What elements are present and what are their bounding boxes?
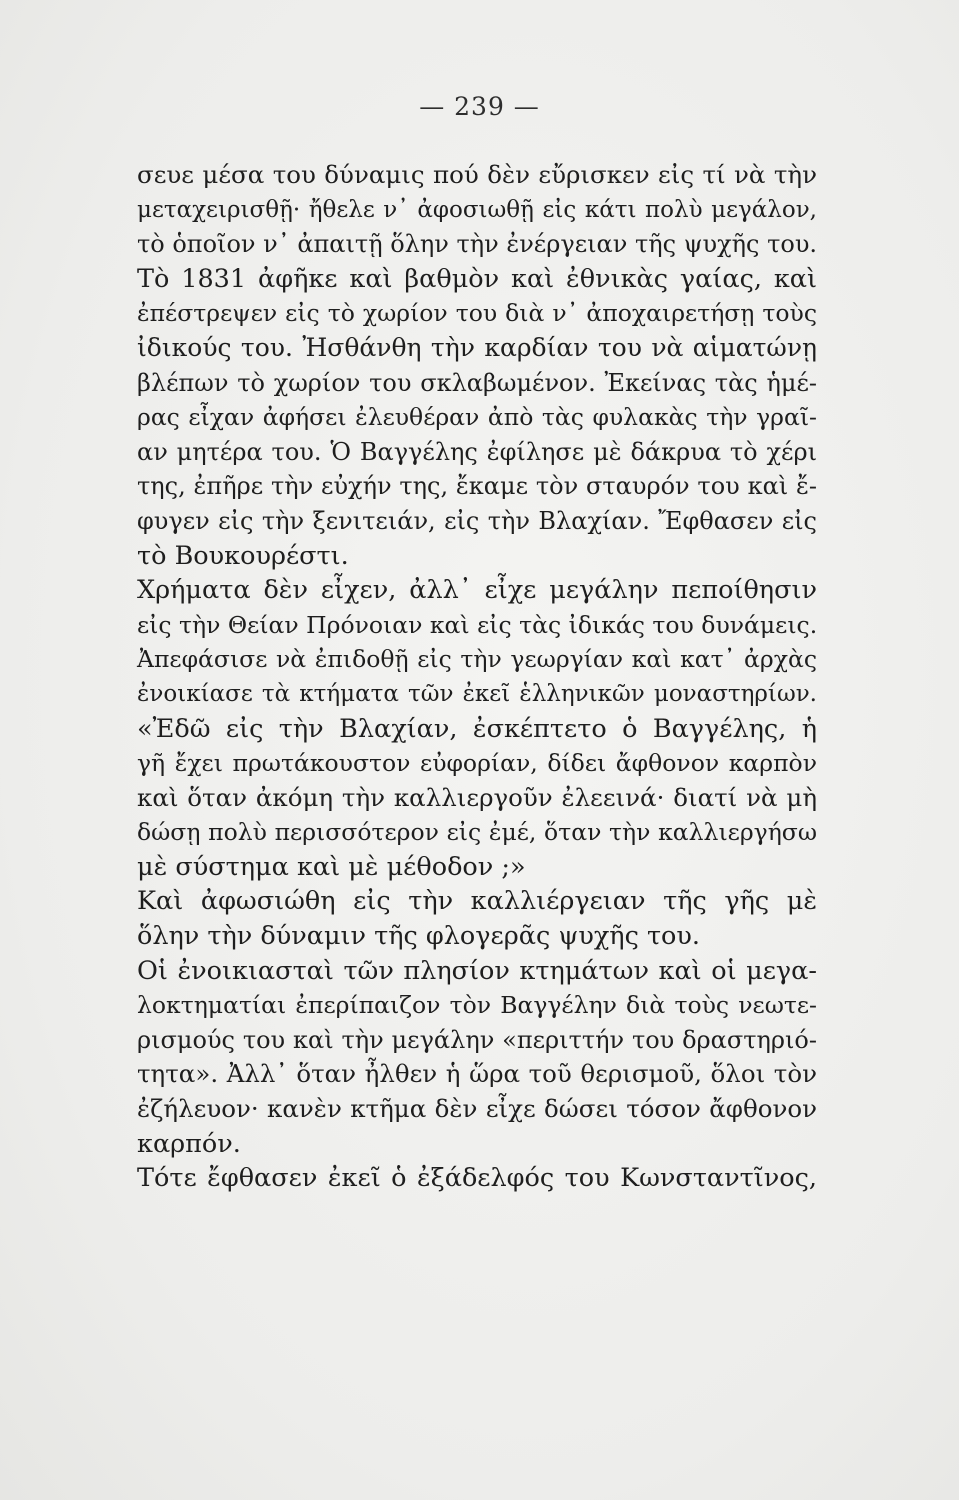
text-line: μεταχειρισθῇ· ἤθελε ν᾽ ἀφοσιωθῇ εἰς κάτι πολὺ μεγάλον, <box>137 196 817 223</box>
text-line: καρπόν. <box>137 1128 241 1159</box>
text-line: ἐπέστρεψεν εἰς τὸ χωρίον του διὰ ν᾽ ἀποχαιρετήσῃ τοὺς <box>137 299 817 328</box>
text-line: τὸ Βουκουρέστι. <box>137 540 349 571</box>
body-text <box>137 158 817 1196</box>
text-line: Ἀπεφάσισε νὰ ἐπιδοθῇ εἰς τὴν γεωργίαν καὶ κατ᾽ ἀρχὰς <box>137 645 817 674</box>
text-line: Τότε ἔφθασεν ἐκεῖ ὁ ἐξάδελφός του Κωνσταντῖνος, <box>137 1163 817 1194</box>
text-line: μὲ σύστημα καὶ μὲ μέθοδον ;» <box>137 851 526 882</box>
text-line: σευε μέσα του δύναμις πού δὲν εὔρισκεν εἰς τί νὰ τὴν <box>137 160 817 189</box>
text-line: τὸ ὁποῖον ν᾽ ἀπαιτῇ ὅλην τὴν ἐνέργειαν τῆς ψυχῆς του. <box>137 230 818 259</box>
page-number: — 239 — <box>419 92 540 121</box>
text-line: ρισμούς του καὶ τὴν μεγάλην «περιττήν του δραστηριό- <box>137 1025 817 1054</box>
text-line: εἰς τὴν Θείαν Πρόνοιαν καὶ εἰς τὰς ἰδικάς του δυνάμεις. <box>137 610 818 639</box>
text-line: ἰδικούς του. Ἠσθάνθη τὴν καρδίαν του νὰ αἱματώνῃ <box>137 332 817 362</box>
text-line: βλέπων τὸ χωρίον του σκλαβωμένον. Ἐκείνας τὰς ἡμέ- <box>137 368 817 397</box>
text-line: ρας εἶχαν ἀφήσει ἐλευθέραν ἀπὸ τὰς φυλακὰς τὴν γραῖ- <box>137 403 817 432</box>
text-line: Οἱ ἐνοικιασταὶ τῶν πλησίον κτημάτων καὶ οἱ μεγα- <box>137 955 817 986</box>
text-line: ἐνοικίασε τὰ κτήματα τῶν ἐκεῖ ἑλληνικῶν μοναστηρίων. <box>137 680 817 707</box>
text-line: καὶ ὅταν ἀκόμη τὴν καλλιεργοῦν ἐλεεινά· διατί νὰ μὴ <box>137 782 817 812</box>
text-line: λοκτηματίαι ἐπερίπαιζον τὸν Βαγγέλην διὰ τοὺς νεωτε- <box>137 991 817 1020</box>
text-line: «Ἐδῶ εἰς τὴν Βλαχίαν, ἐσκέπτετο ὁ Βαγγέλης, ἡ <box>137 713 817 744</box>
text-line: της, ἐπῆρε τὴν εὐχήν της, ἔκαμε τὸν σταυρόν του καὶ ἔ- <box>137 472 817 501</box>
text-line: ἐζήλευον· κανὲν κτῆμα δὲν εἶχε δώσει τόσον ἄφθονον <box>137 1094 817 1124</box>
text-line: ὅλην τὴν δύναμιν τῆς φλογερᾶς ψυχῆς του. <box>137 921 701 952</box>
text-line: τητα». Ἀλλ᾽ ὅταν ἦλθεν ἡ ὥρα τοῦ θερισμοῦ, ὅλοι τὸν <box>137 1059 817 1089</box>
text-line: γῆ ἔχει πρωτάκουστον εὐφορίαν, δίδει ἄφθονον καρπὸν <box>137 749 817 778</box>
text-line: Καὶ ἀφωσιώθη εἰς τὴν καλλιέργειαν τῆς γῆς μὲ <box>137 886 817 917</box>
text-line: Χρήματα δὲν εἶχεν, ἀλλ᾽ εἶχε μεγάλην πεποίθησιν <box>137 575 817 606</box>
text-line: Τὸ 1831 ἀφῆκε καὶ βαθμὸν καὶ ἐθνικὰς γαίας, καὶ <box>137 263 817 294</box>
text-line: φυγεν εἰς τὴν ξενιτειάν, εἰς τὴν Βλαχίαν. Ἔφθασεν εἰς <box>137 506 817 535</box>
text-line: δώσῃ πολὺ περισσότερον εἰς ἐμέ, ὅταν τὴν καλλιεργήσω <box>137 818 817 847</box>
text-line: αν μητέρα του. Ὁ Βαγγέλης ἐφίλησε μὲ δάκρυα τὸ χέρι <box>137 437 817 466</box>
